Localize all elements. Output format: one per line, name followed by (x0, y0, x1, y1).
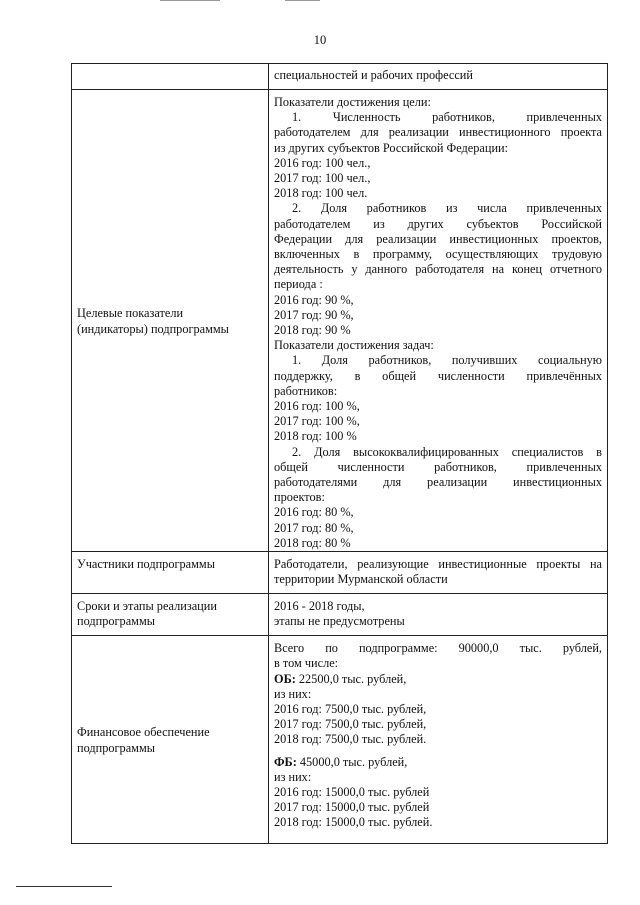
year-value: 2018 год: 15000,0 тыс. рублей. (274, 815, 433, 830)
label-line: (индикаторы) подпрограммы (77, 321, 229, 336)
indicator-line: работодателем из других субъектов Российской (274, 216, 602, 231)
indicator-line: 1. Численность работников, привлеченных (292, 110, 602, 125)
year-value: 2017 год: 100 %, (274, 414, 360, 429)
funding-of-which: из них: (274, 769, 312, 784)
year-value: 2016 год: 15000,0 тыс. рублей (274, 784, 430, 799)
indicator-line: поддержку, в общей численности привлечённых (274, 368, 602, 383)
label-line: Финансовое обеспечение (77, 725, 210, 740)
table-row (72, 636, 608, 844)
year-value: 2017 год: 90 %, (274, 307, 354, 322)
value-text: этапы не предусмотрены (274, 614, 405, 629)
indicator-line: 2. Доля высококвалифицированных специалистов в (292, 444, 602, 459)
funding-amount: 45000,0 тыс. рублей, (296, 754, 408, 769)
year-value: 2016 год: 7500,0 тыс. рублей, (274, 701, 427, 716)
indicator-line: 1. Доля работников, получивших социальную (292, 353, 602, 368)
year-value: 2016 год: 90 %, (274, 292, 354, 307)
value-text: Работодатели, реализующие инвестиционные проекты на (274, 557, 602, 572)
row-value (269, 90, 608, 552)
scan-artifact (285, 0, 320, 1)
year-value: 2017 год: 7500,0 тыс. рублей, (274, 717, 427, 732)
funding-total: Всего по подпрограмме: 90000,0 тыс. рублей, (274, 641, 602, 656)
indicator-line: из других субъектов Российской Федерации: (274, 140, 509, 155)
scan-artifact (160, 0, 220, 1)
year-value: 2016 год: 100 чел., (274, 155, 371, 170)
year-value: 2018 год: 80 % (274, 535, 351, 550)
row-value (269, 636, 608, 844)
year-value: 2018 год: 7500,0 тыс. рублей. (274, 732, 427, 747)
year-value: 2016 год: 100 %, (274, 399, 360, 414)
label-line: подпрограммы (77, 740, 155, 755)
table-row (72, 594, 608, 636)
label-line: Целевые показатели (77, 306, 184, 321)
page-number: 10 (313, 33, 327, 47)
funding-code-fb: ФБ: (274, 754, 297, 769)
value-text: специальностей и рабочих профессий (274, 68, 473, 82)
row-label (72, 552, 269, 594)
indicator-line: включенных в программу, осуществляющих трудовую (274, 247, 602, 262)
row-label (72, 636, 269, 844)
row-label (72, 594, 269, 636)
year-value: 2018 год: 100 чел. (274, 186, 368, 201)
funding-federal (274, 755, 602, 770)
goal-header: Показатели достижения цели: (274, 95, 431, 109)
funding-total-sub: в том числе: (274, 656, 339, 671)
year-value: 2017 год: 100 чел., (274, 171, 371, 186)
funding-code-ob: ОБ: (274, 671, 296, 686)
funding-amount: 22500,0 тыс. рублей, (295, 671, 407, 686)
label-line: подпрограммы (77, 614, 155, 629)
indicator-line: Федерации для реализации инвестиционных проектов, (274, 231, 602, 246)
spacer (274, 748, 602, 755)
row-value (269, 552, 608, 594)
row-label (72, 90, 269, 552)
year-value: 2017 год: 15000,0 тыс. рублей (274, 800, 430, 815)
task-header: Показатели достижения задач: (274, 338, 434, 353)
funding-regional (274, 672, 602, 687)
table-row (72, 552, 608, 594)
footnote-rule (16, 886, 112, 887)
year-value: 2018 год: 100 % (274, 429, 357, 444)
indicator-line: деятельность у данного работодателя на конец отчетного (274, 262, 602, 277)
indicator-line: проектов: (274, 490, 325, 505)
indicator-line: периода : (274, 277, 323, 292)
value-text: 2016 - 2018 годы, (274, 599, 365, 614)
funding-of-which: из них: (274, 686, 312, 701)
year-value: 2016 год: 80 %, (274, 505, 354, 520)
indicator-line: 2. Доля работников из числа привлеченных (292, 201, 602, 216)
indicator-line: работников: (274, 383, 338, 398)
row-value (269, 594, 608, 636)
table-row (72, 64, 608, 90)
indicator-line: общей численности работников, привлеченных (274, 459, 602, 474)
table-row (72, 90, 608, 552)
value-text: территории Мурманской области (274, 572, 448, 587)
indicator-line: работодателями для реализации инвестиционных (274, 475, 602, 490)
year-value: 2018 год: 90 % (274, 323, 351, 338)
year-value: 2017 год: 80 %, (274, 520, 354, 535)
row-value (269, 64, 608, 90)
subprogram-passport-table (71, 63, 608, 844)
indicator-line: работодателем для реализации инвестиционного проекта (274, 125, 602, 140)
label-line: Сроки и этапы реализации (77, 599, 217, 614)
row-label (72, 64, 269, 90)
label-line: Участники подпрограммы (77, 557, 215, 572)
